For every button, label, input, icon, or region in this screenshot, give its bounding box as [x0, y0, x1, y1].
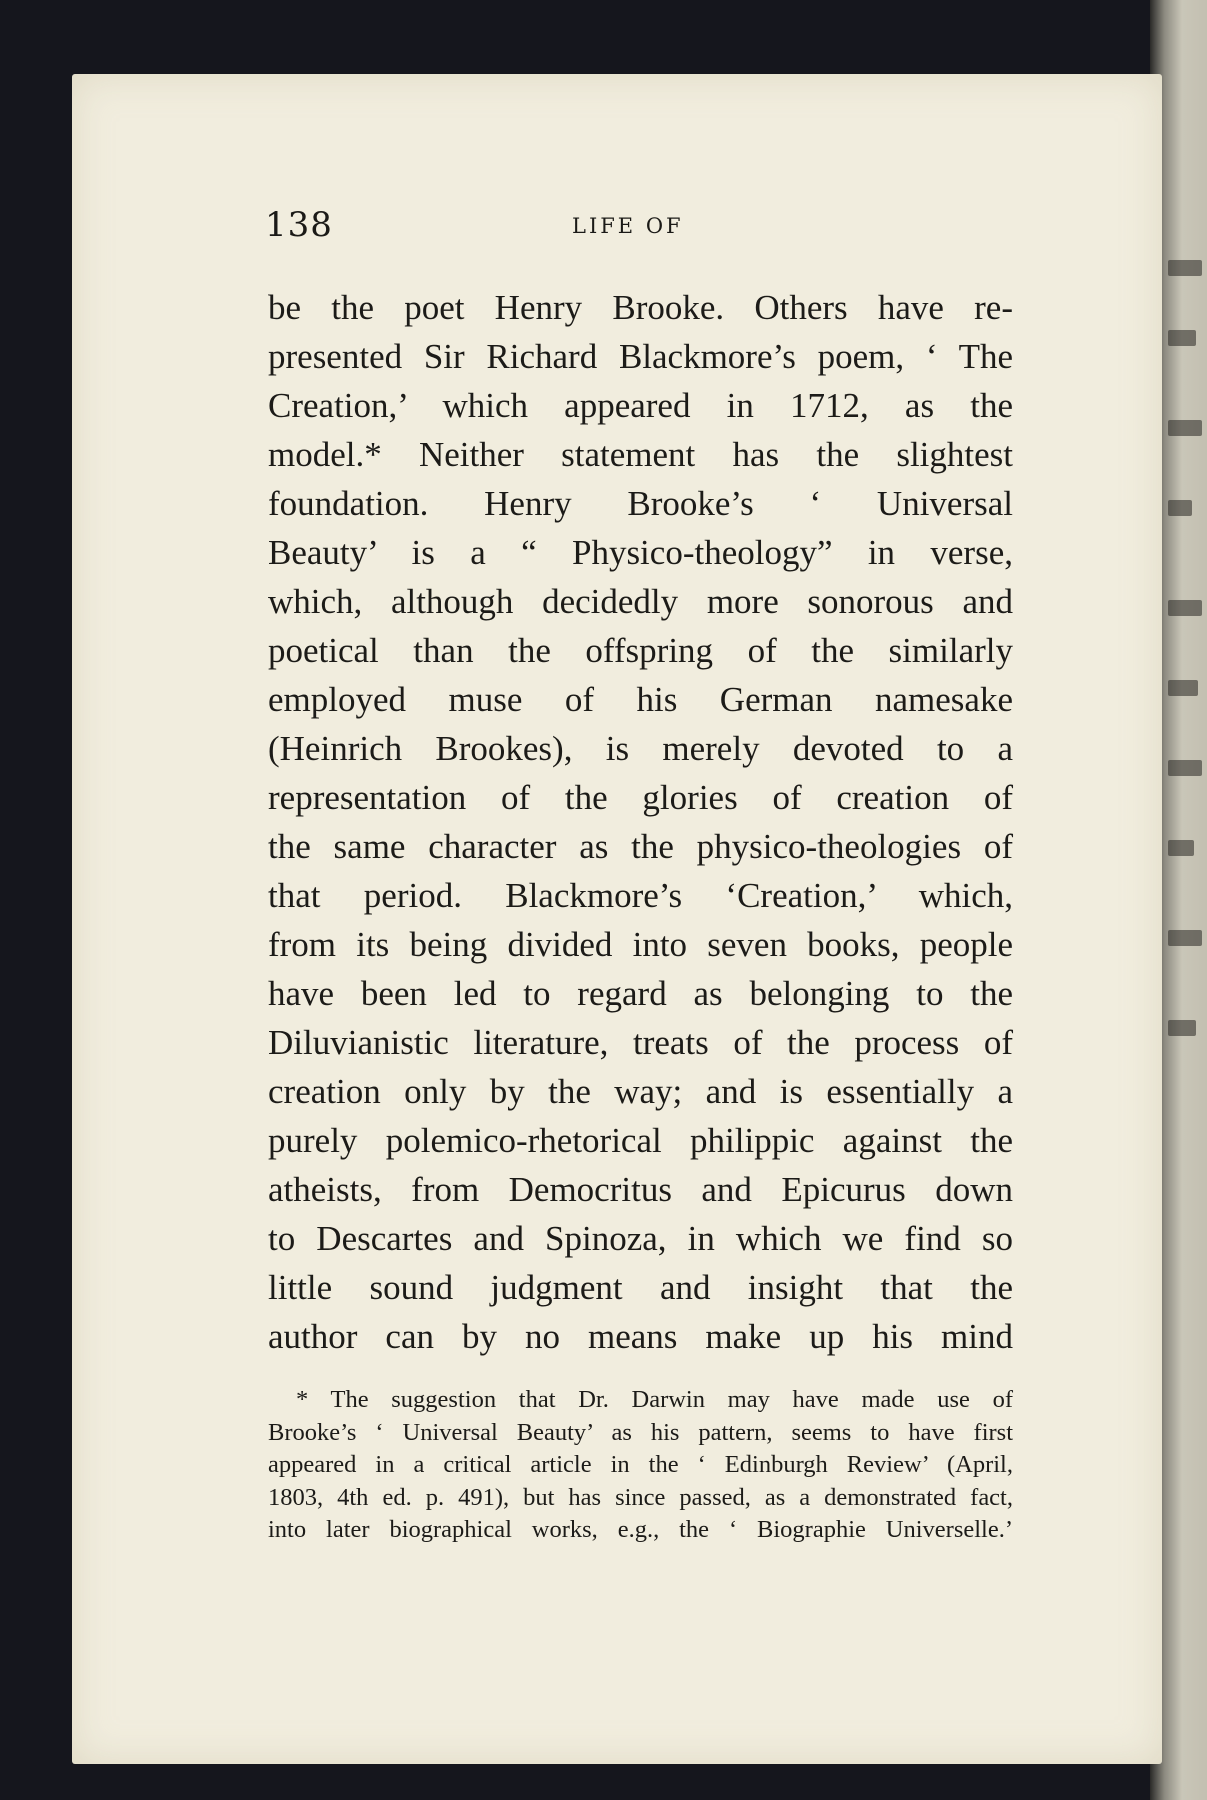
facing-page-ink-mark [1168, 330, 1196, 346]
body-line: representation of the glories of creation of [268, 778, 1013, 817]
facing-page-ink-mark [1168, 930, 1202, 946]
facing-page-ink-mark [1168, 600, 1202, 616]
body-line: foundation. Henry Brooke’s ‘ Universal [268, 484, 1013, 523]
body-line: employed muse of his German namesake [268, 680, 1013, 719]
facing-page-ink-mark [1168, 680, 1198, 696]
body-line: to Descartes and Spinoza, in which we find so [268, 1219, 1013, 1258]
body-line: purely polemico-rhetorical philippic against the [268, 1121, 1013, 1160]
body-text [268, 283, 1013, 1361]
footnote-line: into later biographical works, e.g., the ‘ Biographie Universelle.’ [268, 1516, 1013, 1543]
body-line: atheists, from Democritus and Epicurus down [268, 1170, 1013, 1209]
body-line: Creation,’ which appeared in 1712, as the [268, 386, 1013, 425]
footnote-line: 1803, 4th ed. p. 491), but has since passed, as a demonstrated fact, [268, 1483, 1013, 1511]
footnote-line: appeared in a critical article in the ‘ Edinburgh Review’ (April, [268, 1451, 1013, 1478]
body-line: be the poet Henry Brooke. Others have re- [268, 288, 1013, 327]
body-line: little sound judgment and insight that the [268, 1268, 1013, 1307]
body-line: poetical than the offspring of the similarly [268, 631, 1013, 670]
body-line: Beauty’ is a “ Physico-theology” in verse, [268, 533, 1013, 572]
body-line: Diluvianistic literature, treats of the process of [268, 1023, 1013, 1062]
body-line: that period. Blackmore’s ‘Creation,’ which, [268, 876, 1013, 915]
body-line: model.* Neither statement has the slightest [268, 435, 1013, 474]
facing-page-ink-mark [1168, 1020, 1196, 1036]
body-line: presented Sir Richard Blackmore’s poem, ‘ The [268, 337, 1013, 376]
page-header [265, 205, 1025, 245]
body-line: the same character as the physico-theologies of [268, 827, 1013, 866]
body-line: author can by no means make up his mind [268, 1317, 1013, 1356]
facing-page-ink-mark [1168, 840, 1194, 856]
footnote [268, 1384, 1013, 1547]
facing-page-ink-mark [1168, 760, 1202, 776]
body-line: have been led to regard as belonging to the [268, 974, 1013, 1013]
body-line: (Heinrich Brookes), is merely devoted to a [268, 729, 1013, 768]
page-number: 138 [265, 205, 333, 245]
running-head: LIFE OF [572, 214, 684, 238]
facing-page-ink-mark [1168, 500, 1192, 516]
footnote-line: * The suggestion that Dr. Darwin may have made use of [296, 1386, 1013, 1413]
body-line: which, although decidedly more sonorous and [268, 582, 1013, 621]
facing-page-ink-mark [1168, 260, 1202, 276]
body-line: creation only by the way; and is essentially a [268, 1072, 1013, 1111]
body-line: from its being divided into seven books, people [268, 925, 1013, 964]
facing-page-ink-mark [1168, 420, 1202, 436]
footnote-line: Brooke’s ‘ Universal Beauty’ as his pattern, seems to have first [268, 1418, 1013, 1446]
